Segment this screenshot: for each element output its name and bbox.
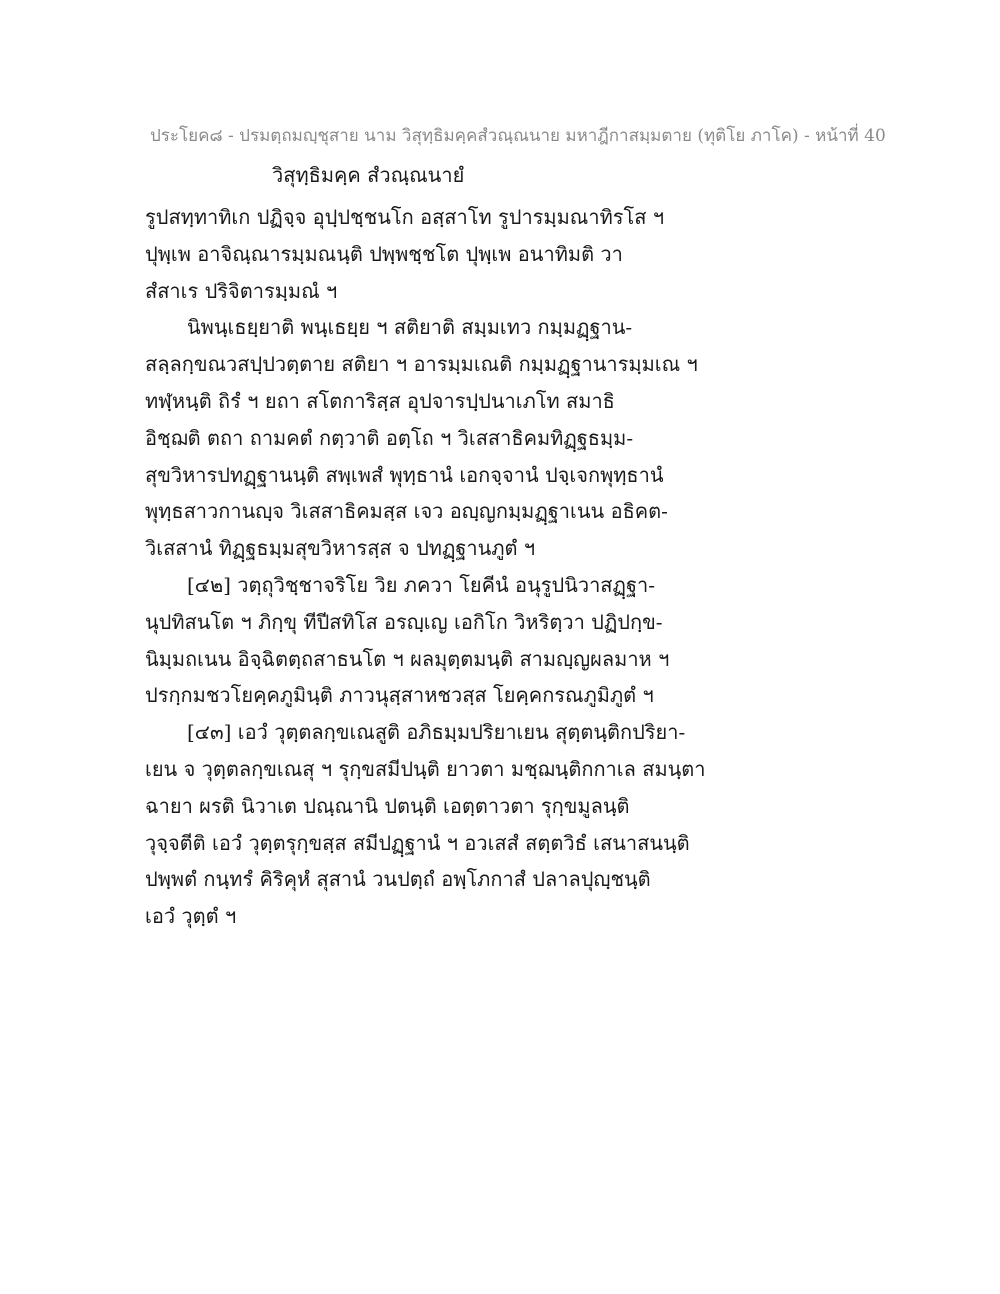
text-line: ฉายา ผรติ นิวาเต ปณฺณานิ ปตนฺติ เอตฺตาวตา รุกฺขมูลนฺติ [145,793,630,818]
text-line: พุทฺธสาวกานญฺจ วิเสสาธิคมสฺส เจว อญฺญกมฺมฏฺฐาเนน อธิคต- [145,499,668,524]
text-line-paragraph-start: [๔๒] วตฺถุวิชฺชาจริโย วิย ภควา โยคีนํ อนุรูปนิวาสฏฺฐา- [187,572,655,597]
text-line: ปุพฺเพ อาจิณฺณารมฺมณนฺติ ปพฺพชฺชโต ปุพฺเพ อนาทิมติ วา [145,241,623,266]
text-line: เยน จ วุตฺตลกฺขเณสุ ฯ รุกฺขสมีปนฺติ ยาวตา มชฺฌนฺติกกาเล สมนฺตา [145,756,706,781]
text-line: นุปทิสนโต ฯ ภิกฺขุ ทีปีสทิโส อรญฺเญ เอกิโก วิหริตฺวา ปฏิปกฺข- [145,609,663,634]
running-header: ประโยค๘ - ปรมตฺถมญฺชุสาย นาม วิสุทฺธิมคฺคสํวณฺณนาย มหาฎีกาสมฺมตาย (ทุติโย ภาโค) - หน้าที่ 40 [150,126,886,146]
text-line: ทฬฺหนฺติ ถิรํ ฯ ยถา สโตการิสฺส อุปจารปฺปนาเภโท สมาธิ [145,388,615,413]
text-line: วุจฺจตีติ เอวํ วุตฺตรุกฺขสฺส สมีปฏฺฐานํ ฯ อวเสสํ สตฺตวิธํ เสนาสนนฺติ [145,830,690,855]
text-line: อิชฺฌติ ตถา ถามคตํ กตฺวาติ อตฺโถ ฯ วิเสสาธิคมทิฏฺฐธมฺม- [145,425,634,450]
text-line: ปรกฺกมชวโยคฺคภูมินฺติ ภาวนุสฺสาหชวสฺส โยคฺคกรณภูมิภูตํ ฯ [145,683,654,708]
text-line: สุขวิหารปทฏฺฐานนฺติ สพฺเพสํ พุทฺธานํ เอกจฺจานํ ปจฺเจกพุทฺธานํ [145,462,664,487]
text-line: สํสาเร ปริจิตารมฺมณํ ฯ [145,278,338,303]
text-line: รูปสทฺทาทิเก ปฏิจฺจ อุปฺปชฺชนโก อสฺสาโท รูปารมฺมณาทิรโส ฯ [145,205,665,229]
body-text [145,199,705,935]
text-line: นิมฺมถเนน อิจฺฉิตตฺถสาธนโต ฯ ผลมุตฺตมนฺติ สามญฺญผลมาห ฯ [145,646,670,671]
text-line: เอวํ วุตฺตํ ฯ [145,904,237,929]
text-line-paragraph-start: [๔๓] เอวํ วุตฺตลกฺขเณสูติ อภิธมฺมปริยาเยน สุตฺตนฺติกปริยา- [187,720,686,745]
text-line-paragraph-start: นิพนฺเธยฺยาติ พนฺเธยฺย ฯ สติยาติ สมฺมเทว กมฺมฏฺฐาน- [187,315,633,340]
text-line: วิเสสานํ ทิฏฺฐธมฺมสุขวิหารสฺส จ ปทฏฺฐานภูตํ ฯ [145,536,536,561]
text-line: สลฺลกฺขณวสปฺปวตฺตาย สติยา ฯ อารมฺมเณติ กมฺมฏฺฐานารมฺมเณ ฯ [145,352,698,377]
text-line: ปพฺพตํ กนฺทรํ คิริคุหํ สุสานํ วนปตฺถํ อพฺโภกาสํ ปลาลปุญฺชนฺติ [145,867,651,892]
section-title: วิสุทฺธิมคฺค สํวณฺณนายํ [272,163,465,187]
